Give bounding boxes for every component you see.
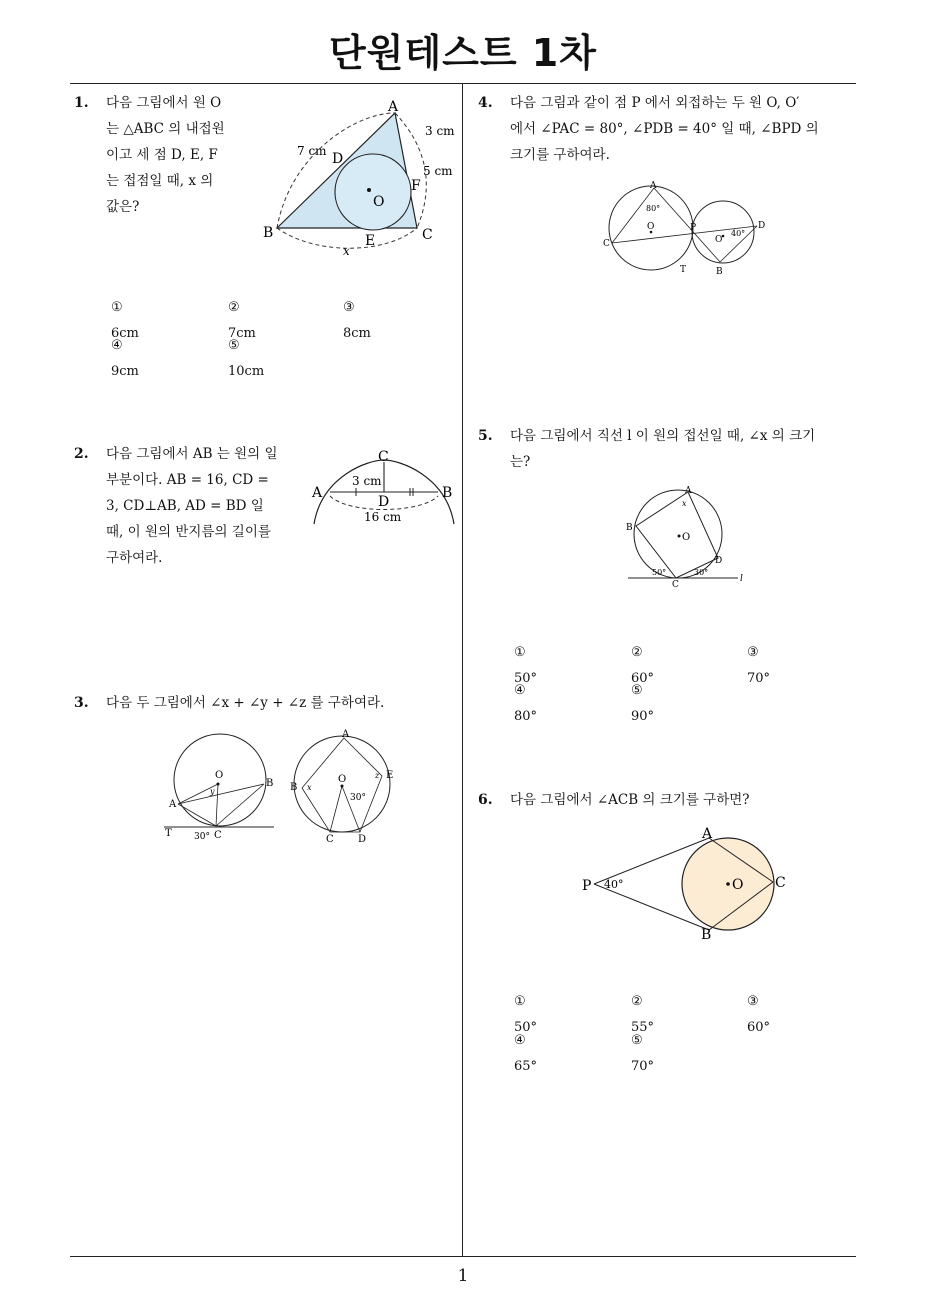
label-o: O (338, 774, 347, 785)
option-5[interactable]: ⑤ 10cm (228, 338, 265, 379)
label-b: B (290, 782, 298, 793)
label-o: O (215, 770, 224, 781)
chord-ac (178, 804, 216, 826)
label-c: C (214, 830, 222, 841)
q1-figure (255, 95, 460, 260)
label-p: P (690, 223, 697, 233)
question-line: 에서 ∠PAC = 80°, ∠PDB = 40° 일 때, ∠BPD 의 (510, 121, 819, 137)
q4-figure (600, 180, 770, 276)
header-rule (70, 83, 856, 84)
label-d: D (715, 556, 723, 566)
label-len-ad: 7 cm (297, 144, 327, 158)
question-line: 때, 이 원의 반지름의 길이를 (106, 524, 271, 540)
question-line: 구하여라. (106, 550, 163, 566)
chord-bc (216, 784, 264, 826)
label-b: B (701, 927, 712, 943)
center-dot (678, 535, 681, 538)
option-3[interactable]: ③ 60° (747, 994, 771, 1035)
question-line: 이고 세 점 D, E, F (106, 147, 218, 163)
label-e: E (386, 770, 394, 781)
label-t: T (680, 265, 687, 275)
label-x: x (682, 499, 687, 508)
question-line: 부분이다. AB = 16, CD = (106, 472, 269, 488)
label-a: A (342, 729, 350, 740)
label-angle-right: 30° (694, 568, 709, 577)
question-text (510, 423, 858, 475)
option-4[interactable]: ④ 80° (514, 683, 538, 724)
question-line: 크기를 구하여라. (510, 147, 610, 163)
label-d: D (358, 834, 367, 845)
option-5[interactable]: ⑤ 90° (631, 683, 655, 724)
label-b: B (263, 225, 274, 241)
question-text: 다음 두 그림에서 ∠x + ∠y + ∠z 를 구하여라. (106, 695, 385, 711)
center-dot (217, 783, 220, 786)
question-line: 는 △ABC 의 내접원 (106, 121, 225, 137)
label-angle-d: 40° (731, 229, 746, 238)
question-line: 다음 그림과 같이 점 P 에서 외접하는 두 원 O, O′ (510, 95, 800, 111)
label-len-fc: 5 cm (423, 164, 453, 178)
circle-o (634, 490, 722, 578)
center-dot (726, 882, 730, 886)
page-number: 1 (457, 1266, 469, 1286)
page-title: 단원테스트 1차 (329, 31, 597, 75)
label-angle-p: 40° (604, 878, 624, 891)
label-y: y (210, 787, 215, 796)
label-o-prime: O′ (715, 235, 725, 245)
label-angle-left: 50° (652, 568, 667, 577)
label-l: l (740, 574, 743, 584)
question-number: 1. (74, 95, 89, 111)
label-o: O (647, 222, 655, 232)
question-line: 는 접점일 때, x 의 (106, 173, 214, 189)
label-o: O (732, 877, 744, 893)
question-text (106, 441, 298, 571)
label-b: B (266, 778, 274, 789)
question-number: 6. (478, 792, 493, 808)
label-a: A (702, 826, 713, 842)
label-p: P (582, 878, 592, 894)
label-b: B (626, 523, 633, 533)
label-len-cd: 3 cm (352, 474, 382, 488)
option-2[interactable]: ② 7cm (228, 300, 256, 341)
center-dot (367, 188, 371, 192)
label-t: T (165, 828, 172, 839)
label-len-ab: 16 cm (364, 510, 402, 524)
label-a: A (388, 99, 399, 115)
question-line: 다음 그림에서 AB 는 원의 일 (106, 446, 278, 462)
label-c: C (378, 449, 389, 465)
option-1[interactable]: ① 50° (514, 645, 538, 686)
option-1[interactable]: ① 50° (514, 994, 538, 1035)
label-c: C (775, 875, 786, 891)
label-c: C (326, 834, 334, 845)
chord-ab (178, 784, 264, 804)
option-4[interactable]: ④ 65° (514, 1033, 538, 1074)
question-text (106, 90, 238, 220)
column-divider (462, 83, 463, 1257)
q3-left-figure (160, 732, 280, 842)
question-line: 값은? (106, 199, 140, 215)
label-a: A (169, 799, 177, 810)
label-d: D (758, 221, 766, 231)
label-d: D (378, 494, 390, 510)
label-d: D (332, 151, 344, 167)
label-e: E (365, 233, 376, 249)
question-line: 는? (510, 454, 531, 470)
radius-oc (330, 786, 342, 832)
label-a: A (685, 486, 692, 496)
label-c: C (672, 580, 679, 590)
option-2[interactable]: ② 55° (631, 994, 655, 1035)
q6-figure (578, 824, 798, 944)
label-len-af: 3 cm (425, 124, 455, 138)
q2-figure (308, 448, 460, 533)
label-x: x (307, 783, 312, 792)
question-number: 2. (74, 446, 89, 462)
label-f: F (411, 178, 421, 194)
question-text: 다음 그림에서 ∠ACB 의 크기를 구하면? (510, 792, 750, 808)
label-c: C (603, 239, 610, 249)
quadrilateral-abcd (636, 492, 718, 578)
label-c: C (422, 227, 433, 243)
label-angle-a: 80° (646, 204, 661, 213)
label-a: A (650, 181, 657, 191)
label-angle: 30° (350, 793, 366, 803)
label-angle: 30° (194, 832, 210, 842)
option-3[interactable]: ③ 70° (747, 645, 771, 686)
q3-right-figure (288, 728, 408, 844)
label-x: x (343, 244, 350, 258)
inscribed-circle (335, 154, 411, 230)
option-1[interactable]: ① 6cm (111, 300, 139, 341)
question-text (510, 90, 858, 168)
option-3[interactable]: ③ 8cm (343, 300, 371, 341)
question-line: 3, CD⊥AB, AD = BD 일 (106, 498, 264, 514)
option-2[interactable]: ② 60° (631, 645, 655, 686)
question-line: 다음 그림에서 원 O (106, 95, 222, 111)
option-5[interactable]: ⑤ 70° (631, 1033, 655, 1074)
chord-ac (612, 188, 654, 243)
label-o: O (682, 532, 691, 543)
question-number: 3. (74, 695, 89, 711)
label-a: A (312, 485, 323, 501)
option-4[interactable]: ④ 9cm (111, 338, 139, 379)
line-ab (654, 188, 720, 262)
question-number: 5. (478, 428, 493, 444)
label-b: B (442, 485, 453, 501)
label-z: z (375, 771, 380, 780)
q5-figure (622, 486, 752, 590)
question-line: 다음 그림에서 직선 l 이 원의 접선일 때, ∠x 의 크기 (510, 428, 816, 444)
radius-oc (216, 784, 218, 826)
question-number: 4. (478, 95, 493, 111)
footer-rule (70, 1256, 856, 1257)
label-o: O (373, 194, 385, 210)
label-b: B (716, 267, 723, 277)
